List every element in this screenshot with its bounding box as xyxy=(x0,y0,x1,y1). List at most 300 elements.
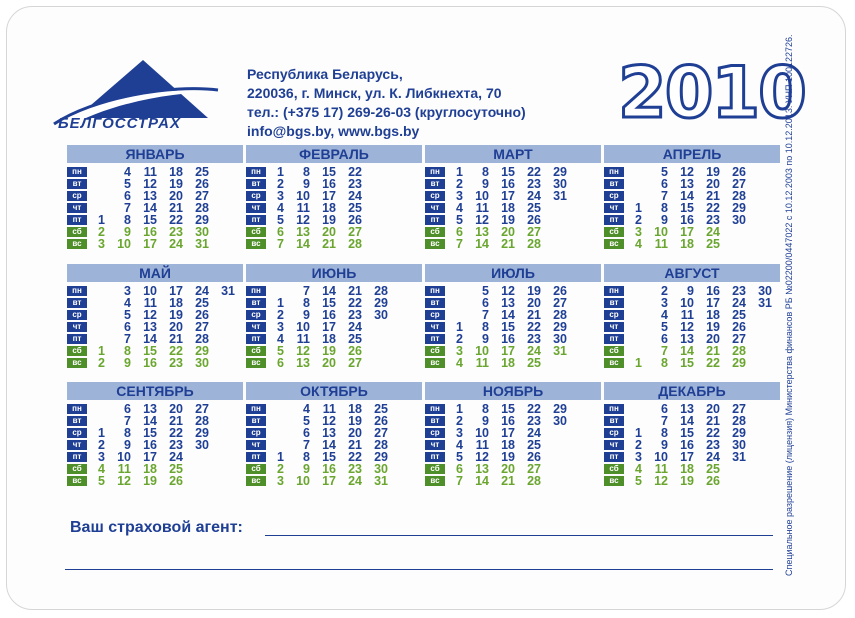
day-number: 31 xyxy=(758,296,772,310)
day-number: 24 xyxy=(527,189,541,203)
day-number: 24 xyxy=(706,450,720,464)
day-number: 7 xyxy=(277,237,284,251)
day-number: 23 xyxy=(169,356,183,370)
month-name: НОЯБРЬ xyxy=(425,382,601,400)
day-number: 30 xyxy=(758,284,772,298)
day-number: 29 xyxy=(553,402,567,416)
weekday-label: ср xyxy=(604,191,624,201)
day-number: 28 xyxy=(527,474,541,488)
day-number: 1 xyxy=(456,402,463,416)
day-number: 16 xyxy=(322,177,336,191)
day-number: 23 xyxy=(527,177,541,191)
day-number: 17 xyxy=(680,450,694,464)
day-number: 20 xyxy=(348,426,362,440)
day-number: 10 xyxy=(143,284,157,298)
weekday-label: вт xyxy=(67,416,87,426)
month-name: СЕНТЯБРЬ xyxy=(67,382,243,400)
contact-line: Республика Беларусь, xyxy=(247,66,403,82)
day-number: 1 xyxy=(98,426,105,440)
day-number: 26 xyxy=(195,308,209,322)
day-number: 18 xyxy=(322,332,336,346)
day-number: 10 xyxy=(475,426,489,440)
day-number: 28 xyxy=(527,237,541,251)
day-number: 7 xyxy=(661,414,668,428)
weekday-label: сб xyxy=(246,346,266,356)
day-number: 16 xyxy=(143,356,157,370)
day-number: 17 xyxy=(169,284,183,298)
day-number: 12 xyxy=(475,450,489,464)
day-number: 21 xyxy=(348,284,362,298)
day-number: 4 xyxy=(277,332,284,346)
day-number: 27 xyxy=(527,462,541,476)
day-number: 17 xyxy=(143,237,157,251)
day-number: 19 xyxy=(706,165,720,179)
day-number: 12 xyxy=(143,308,157,322)
weekday-label: пт xyxy=(425,452,445,462)
weekday-label: пн xyxy=(425,167,445,177)
day-number: 26 xyxy=(706,474,720,488)
month-days xyxy=(604,167,780,251)
day-number: 11 xyxy=(296,201,310,215)
day-number: 28 xyxy=(374,284,388,298)
day-number: 9 xyxy=(687,284,694,298)
month-days xyxy=(604,404,780,488)
weekday-label: ср xyxy=(67,310,87,320)
day-number: 8 xyxy=(303,165,310,179)
day-number: 4 xyxy=(661,308,668,322)
day-number: 11 xyxy=(654,462,668,476)
day-number: 7 xyxy=(124,414,131,428)
day-number: 27 xyxy=(527,225,541,239)
weekday-label: пн xyxy=(246,167,266,177)
day-number: 19 xyxy=(706,320,720,334)
weekday-label: сб xyxy=(67,346,87,356)
day-number: 31 xyxy=(221,284,235,298)
day-number: 13 xyxy=(322,426,336,440)
day-number: 22 xyxy=(527,402,541,416)
day-number: 7 xyxy=(661,344,668,358)
month-days xyxy=(246,404,422,488)
day-number: 1 xyxy=(635,356,642,370)
day-number: 30 xyxy=(553,177,567,191)
week-row xyxy=(246,239,422,251)
day-number: 10 xyxy=(296,189,310,203)
day-number: 7 xyxy=(124,201,131,215)
contact-block xyxy=(247,65,526,141)
day-number: 18 xyxy=(169,296,183,310)
day-number: 8 xyxy=(482,320,489,334)
day-number: 24 xyxy=(169,237,183,251)
weekday-label: сб xyxy=(67,227,87,237)
day-number: 30 xyxy=(732,213,746,227)
day-number: 7 xyxy=(661,189,668,203)
month-name: ОКТЯБРЬ xyxy=(246,382,422,400)
day-number: 26 xyxy=(732,165,746,179)
week-row xyxy=(67,476,243,488)
day-number: 23 xyxy=(706,213,720,227)
weekday-label: пт xyxy=(67,215,87,225)
day-number: 12 xyxy=(680,320,694,334)
day-number: 21 xyxy=(169,201,183,215)
weekday-label: пт xyxy=(604,215,624,225)
day-number: 12 xyxy=(296,344,310,358)
contact-line: 220036, г. Минск, ул. К. Либкнехта, 70 xyxy=(247,85,502,101)
day-number: 3 xyxy=(456,189,463,203)
day-number: 6 xyxy=(456,225,463,239)
day-number: 1 xyxy=(456,320,463,334)
weekday-label: чт xyxy=(246,203,266,213)
day-number: 2 xyxy=(277,462,284,476)
day-number: 14 xyxy=(680,344,694,358)
day-number: 6 xyxy=(277,356,284,370)
day-number: 21 xyxy=(706,344,720,358)
day-number: 17 xyxy=(501,426,515,440)
day-number: 8 xyxy=(124,344,131,358)
day-number: 10 xyxy=(296,320,310,334)
weekday-label: вт xyxy=(67,179,87,189)
day-number: 21 xyxy=(322,237,336,251)
day-number: 19 xyxy=(169,177,183,191)
week-row xyxy=(425,239,601,251)
day-number: 20 xyxy=(706,177,720,191)
day-number: 16 xyxy=(501,332,515,346)
day-number: 5 xyxy=(661,165,668,179)
day-number: 4 xyxy=(303,402,310,416)
day-number: 15 xyxy=(143,213,157,227)
day-number: 4 xyxy=(98,462,105,476)
day-number: 5 xyxy=(661,320,668,334)
day-number: 2 xyxy=(98,356,105,370)
day-number: 1 xyxy=(277,165,284,179)
day-number: 29 xyxy=(195,426,209,440)
day-number: 12 xyxy=(654,474,668,488)
day-number: 17 xyxy=(322,474,336,488)
day-number: 25 xyxy=(706,462,720,476)
day-number: 16 xyxy=(501,177,515,191)
day-number: 20 xyxy=(527,296,541,310)
day-number: 10 xyxy=(117,450,131,464)
weekday-label: вс xyxy=(604,476,624,486)
weekday-label: пт xyxy=(604,334,624,344)
month-block xyxy=(604,264,780,370)
day-number: 13 xyxy=(475,462,489,476)
day-number: 16 xyxy=(143,438,157,452)
day-number: 22 xyxy=(169,426,183,440)
day-number: 18 xyxy=(143,462,157,476)
day-number: 18 xyxy=(169,165,183,179)
weekday-label: чт xyxy=(67,440,87,450)
day-number: 19 xyxy=(322,213,336,227)
month-days xyxy=(425,167,601,251)
day-number: 1 xyxy=(635,201,642,215)
day-number: 19 xyxy=(501,213,515,227)
day-number: 30 xyxy=(374,462,388,476)
day-number: 3 xyxy=(456,344,463,358)
day-number: 20 xyxy=(169,402,183,416)
month-name: АПРЕЛЬ xyxy=(604,145,780,163)
day-number: 14 xyxy=(475,237,489,251)
day-number: 4 xyxy=(456,438,463,452)
day-number: 25 xyxy=(527,356,541,370)
weekday-label: вс xyxy=(67,476,87,486)
day-number: 18 xyxy=(706,308,720,322)
day-number: 25 xyxy=(195,165,209,179)
day-number: 21 xyxy=(527,308,541,322)
day-number: 15 xyxy=(501,165,515,179)
day-number: 15 xyxy=(322,296,336,310)
day-number: 13 xyxy=(143,189,157,203)
weekday-label: сб xyxy=(604,227,624,237)
weekday-label: пн xyxy=(67,167,87,177)
day-number: 15 xyxy=(680,356,694,370)
weekday-label: сб xyxy=(67,464,87,474)
weekday-label: вс xyxy=(67,239,87,249)
day-number: 22 xyxy=(348,296,362,310)
weekday-label: чт xyxy=(67,322,87,332)
day-number: 13 xyxy=(296,356,310,370)
weekday-label: вс xyxy=(246,358,266,368)
day-number: 11 xyxy=(296,332,310,346)
day-number: 7 xyxy=(456,237,463,251)
day-number: 17 xyxy=(322,320,336,334)
day-number: 2 xyxy=(98,225,105,239)
day-number: 4 xyxy=(277,201,284,215)
day-number: 26 xyxy=(348,344,362,358)
month-days xyxy=(425,404,601,488)
day-number: 6 xyxy=(277,225,284,239)
weekday-label: пн xyxy=(604,167,624,177)
day-number: 29 xyxy=(553,320,567,334)
weekday-label: вс xyxy=(246,239,266,249)
day-number: 11 xyxy=(117,462,131,476)
day-number: 23 xyxy=(527,332,541,346)
day-number: 12 xyxy=(501,284,515,298)
day-number: 25 xyxy=(527,438,541,452)
weekday-label: пн xyxy=(67,286,87,296)
week-row xyxy=(246,476,422,488)
month-block xyxy=(67,145,243,251)
day-number: 11 xyxy=(143,296,157,310)
day-number: 27 xyxy=(732,402,746,416)
weekday-label: пн xyxy=(604,286,624,296)
weekday-label: ср xyxy=(604,428,624,438)
day-number: 15 xyxy=(322,450,336,464)
day-number: 11 xyxy=(680,308,694,322)
weekday-label: вс xyxy=(604,358,624,368)
agent-label: Ваш страховой агент: xyxy=(70,519,243,536)
day-number: 23 xyxy=(348,177,362,191)
day-number: 17 xyxy=(501,344,515,358)
day-number: 16 xyxy=(680,438,694,452)
day-number: 31 xyxy=(732,450,746,464)
day-number: 27 xyxy=(348,356,362,370)
day-number: 29 xyxy=(553,165,567,179)
day-number: 23 xyxy=(169,225,183,239)
day-number: 8 xyxy=(303,450,310,464)
day-number: 3 xyxy=(635,450,642,464)
day-number: 10 xyxy=(654,450,668,464)
day-number: 8 xyxy=(661,201,668,215)
day-number: 27 xyxy=(195,402,209,416)
day-number: 23 xyxy=(527,414,541,428)
month-days xyxy=(67,404,243,488)
weekday-label: вт xyxy=(604,179,624,189)
day-number: 26 xyxy=(169,474,183,488)
weekday-label: вс xyxy=(67,358,87,368)
weekday-label: пт xyxy=(604,452,624,462)
day-number: 22 xyxy=(348,450,362,464)
day-number: 12 xyxy=(322,414,336,428)
day-number: 5 xyxy=(303,414,310,428)
month-block xyxy=(246,145,422,251)
month-block xyxy=(246,264,422,370)
day-number: 29 xyxy=(195,213,209,227)
day-number: 21 xyxy=(169,332,183,346)
day-number: 26 xyxy=(348,213,362,227)
day-number: 2 xyxy=(456,332,463,346)
day-number: 9 xyxy=(124,356,131,370)
day-number: 15 xyxy=(680,201,694,215)
weekday-label: пт xyxy=(246,334,266,344)
day-number: 27 xyxy=(553,296,567,310)
day-number: 28 xyxy=(732,189,746,203)
day-number: 15 xyxy=(322,165,336,179)
day-number: 29 xyxy=(732,356,746,370)
day-number: 24 xyxy=(195,284,209,298)
month-days xyxy=(246,286,422,370)
day-number: 21 xyxy=(348,438,362,452)
day-number: 22 xyxy=(169,344,183,358)
day-number: 8 xyxy=(482,165,489,179)
day-number: 7 xyxy=(456,474,463,488)
day-number: 18 xyxy=(501,438,515,452)
day-number: 4 xyxy=(124,296,131,310)
month-block xyxy=(425,264,601,370)
day-number: 8 xyxy=(124,426,131,440)
day-number: 24 xyxy=(527,426,541,440)
day-number: 5 xyxy=(277,344,284,358)
month-block xyxy=(246,382,422,488)
day-number: 30 xyxy=(374,308,388,322)
month-name: ИЮНЬ xyxy=(246,264,422,282)
day-number: 20 xyxy=(169,320,183,334)
day-number: 30 xyxy=(195,438,209,452)
weekday-label: ср xyxy=(425,428,445,438)
month-name: МАРТ xyxy=(425,145,601,163)
day-number: 12 xyxy=(143,177,157,191)
day-number: 24 xyxy=(348,189,362,203)
day-number: 19 xyxy=(322,344,336,358)
day-number: 15 xyxy=(680,426,694,440)
day-number: 20 xyxy=(706,402,720,416)
day-number: 15 xyxy=(143,426,157,440)
day-number: 27 xyxy=(732,177,746,191)
day-number: 14 xyxy=(143,332,157,346)
day-number: 17 xyxy=(680,225,694,239)
day-number: 28 xyxy=(553,308,567,322)
weekday-label: вс xyxy=(425,358,445,368)
day-number: 23 xyxy=(169,438,183,452)
weekday-label: вт xyxy=(425,416,445,426)
weekday-label: ср xyxy=(246,428,266,438)
day-number: 11 xyxy=(143,165,157,179)
day-number: 9 xyxy=(661,438,668,452)
day-number: 2 xyxy=(277,177,284,191)
week-row xyxy=(425,358,601,370)
day-number: 20 xyxy=(501,225,515,239)
day-number: 24 xyxy=(527,344,541,358)
week-row xyxy=(604,239,780,251)
day-number: 14 xyxy=(296,237,310,251)
weekday-label: ср xyxy=(425,191,445,201)
day-number: 9 xyxy=(124,438,131,452)
day-number: 2 xyxy=(456,414,463,428)
day-number: 9 xyxy=(482,332,489,346)
day-number: 9 xyxy=(303,177,310,191)
month-block xyxy=(425,145,601,251)
day-number: 5 xyxy=(98,474,105,488)
day-number: 11 xyxy=(475,201,489,215)
weekday-label: вт xyxy=(604,298,624,308)
day-number: 13 xyxy=(143,320,157,334)
weekday-label: чт xyxy=(604,203,624,213)
month-name: ФЕВРАЛЬ xyxy=(246,145,422,163)
day-number: 30 xyxy=(553,332,567,346)
day-number: 3 xyxy=(277,320,284,334)
month-block xyxy=(67,264,243,370)
blank-line xyxy=(65,569,773,570)
day-number: 3 xyxy=(124,284,131,298)
month-block xyxy=(67,382,243,488)
day-number: 19 xyxy=(527,284,541,298)
weekday-label: ср xyxy=(67,428,87,438)
week-row xyxy=(246,358,422,370)
day-number: 1 xyxy=(277,296,284,310)
day-number: 6 xyxy=(124,189,131,203)
day-number: 16 xyxy=(501,414,515,428)
day-number: 23 xyxy=(706,438,720,452)
agent-line xyxy=(265,535,773,536)
day-number: 2 xyxy=(635,213,642,227)
contact-line: тел.: (+375 17) 269-26-03 (круглосуточно) xyxy=(247,104,526,120)
day-number: 13 xyxy=(143,402,157,416)
day-number: 2 xyxy=(661,284,668,298)
day-number: 1 xyxy=(456,165,463,179)
day-number: 1 xyxy=(635,426,642,440)
day-number: 3 xyxy=(277,474,284,488)
day-number: 21 xyxy=(169,414,183,428)
day-number: 14 xyxy=(680,414,694,428)
weekday-label: ср xyxy=(246,310,266,320)
day-number: 6 xyxy=(456,462,463,476)
day-number: 4 xyxy=(635,237,642,251)
day-number: 18 xyxy=(680,237,694,251)
day-number: 16 xyxy=(680,213,694,227)
day-number: 25 xyxy=(348,332,362,346)
day-number: 18 xyxy=(680,462,694,476)
day-number: 8 xyxy=(482,402,489,416)
weekday-label: чт xyxy=(246,322,266,332)
weekday-label: сб xyxy=(425,346,445,356)
day-number: 22 xyxy=(527,320,541,334)
day-number: 31 xyxy=(553,189,567,203)
day-number: 3 xyxy=(661,296,668,310)
day-number: 1 xyxy=(277,450,284,464)
day-number: 14 xyxy=(322,438,336,452)
day-number: 18 xyxy=(322,201,336,215)
day-number: 8 xyxy=(661,426,668,440)
weekday-label: чт xyxy=(604,322,624,332)
